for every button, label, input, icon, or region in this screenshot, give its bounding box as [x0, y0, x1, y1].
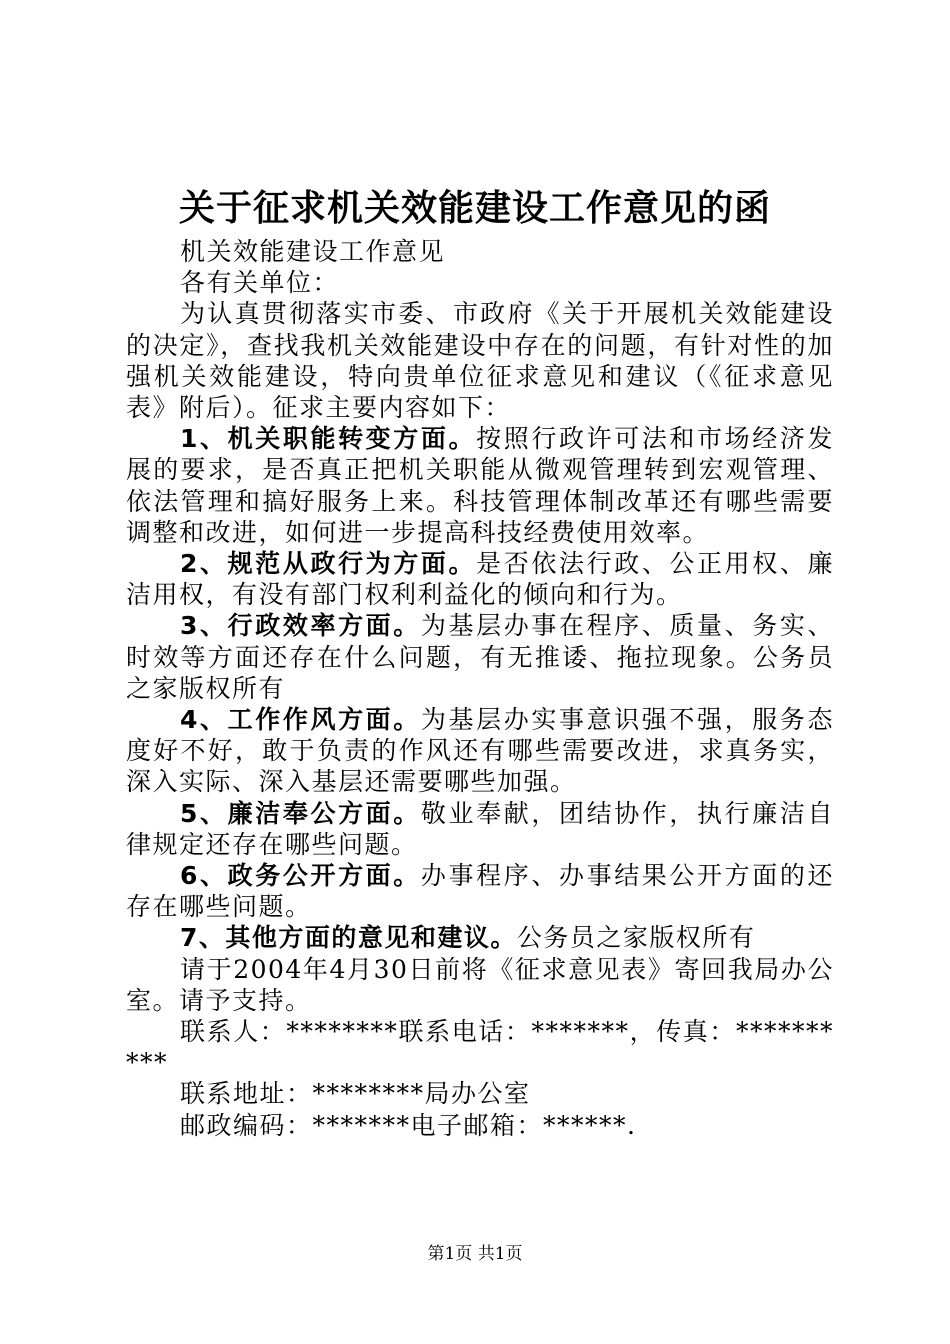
section-text: 是否依法行政、公正用权、廉洁用权，有没有部门权利利益化的倾向和行为。 — [126, 549, 834, 610]
section-text: 为基层办事在程序、质量、务实、时效等方面还存在什么问题，有无推诿、拖拉现象。公务员之家版权所有 — [126, 611, 834, 703]
section-paragraph — [126, 798, 834, 860]
section-heading: 7、其他方面的意见和建议。 — [180, 923, 517, 953]
section-heading: 5、廉洁奉公方面。 — [180, 798, 421, 828]
section-paragraph — [126, 922, 834, 953]
contact-line: 联系人：********联系电话：*******，传真：********** — [126, 1017, 834, 1078]
document-title: 关于征求机关效能建设工作意见的函 — [178, 188, 771, 229]
page-footer: 第1页 共1页 — [427, 1244, 523, 1264]
section-paragraph — [126, 610, 834, 704]
intro-paragraph: 为认真贯彻落实市委、市政府《关于开展机关效能建设的决定》，查找我机关效能建设中存在的问题，有针对性的加强机关效能建设，特向贵单位征求意见和建议（《征求意见表》附后）。征求主要内容如下： — [126, 299, 834, 423]
document-body — [126, 236, 834, 1141]
postal-line: 邮政编码：*******电子邮箱：******. — [180, 1110, 637, 1140]
section-heading: 3、行政效率方面。 — [180, 611, 421, 641]
section-text: 为基层办实事意识强不强，服务态度好不好，敢于负责的作风还有哪些需要改进，求真务实，深入实际、深入基层还需要哪些加强。 — [126, 705, 834, 797]
document-subtitle: 机关效能建设工作意见 — [180, 237, 446, 266]
section-heading: 1、机关职能转变方面。 — [180, 424, 477, 454]
address-line: 联系地址：********局办公室 — [180, 1079, 531, 1109]
salutation: 各有关单位： — [180, 268, 340, 298]
section-paragraph — [126, 860, 834, 922]
section-text: 公务员之家版权所有 — [516, 923, 756, 953]
section-heading: 6、政务公开方面。 — [180, 861, 421, 891]
section-text: 敬业奉献，团结协作，执行廉洁自律规定还存在哪些问题。 — [126, 798, 834, 859]
request-paragraph: 请于2004年4月30日前将《征求意见表》寄回我局办公室。请予支持。 — [126, 954, 834, 1015]
section-heading: 4、工作作风方面。 — [180, 705, 421, 735]
section-paragraph — [126, 548, 834, 610]
section-text: 办事程序、办事结果公开方面的还存在哪些问题。 — [126, 861, 834, 922]
section-paragraph — [126, 704, 834, 798]
section-paragraph — [126, 423, 834, 548]
section-heading: 2、规范从政行为方面。 — [180, 549, 477, 579]
section-text: 按照行政许可法和市场经济发展的要求，是否真正把机关职能从微观管理转到宏观管理、依法管理和搞好服务上来。科技管理体制改革还有哪些需要调整和改进，如何进一步提高科技经费使用效率。 — [126, 424, 834, 547]
